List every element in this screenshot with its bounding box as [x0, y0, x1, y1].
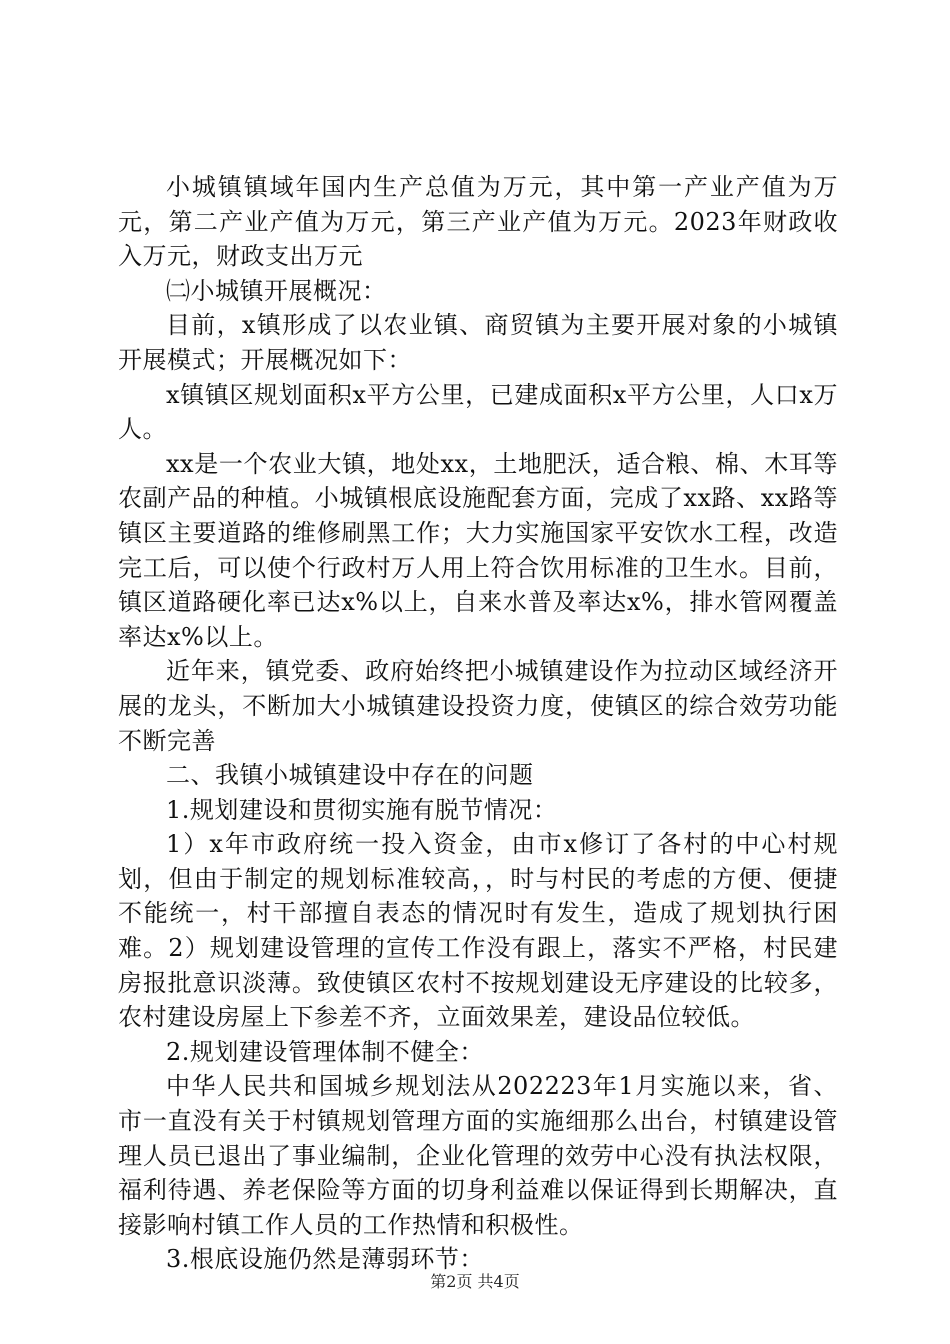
subheading-infrastructure-weak: 3.根底设施仍然是薄弱环节： [166, 1245, 484, 1274]
paragraph-development-model: 目前，x镇形成了以农业镇、商贸镇为主要开展对象的小城镇开展模式；开展概况如下： [118, 311, 838, 374]
document-body [118, 170, 838, 1277]
paragraph-gdp: 小城镇镇域年国内生产总值为万元，其中第一产业产值为万元，第二产业产值为万元，第三产业产值为万元。2023年财政收入万元，财政支出万元 [118, 173, 838, 271]
paragraph-heading-development-overview: ㈡小城镇开展概况： [166, 276, 387, 305]
paragraph-management-system-details: 中华人民共和国城乡规划法从202223年1月实施以来，省、市一直没有关于村镇规划管理方面的实施细那么出台，村镇建设管理人员已退出了事业编制，企业化管理的效劳中心没有执法权限，福利待遇、养老保险等方面的切身利益难以保证得到长期解决，直接影响村镇工作人员的工作热情和积极性。 [118, 1072, 838, 1239]
section-heading-problems: 二、我镇小城镇建设中存在的问题 [166, 761, 534, 790]
page-footer: 第2页 共4页 [430, 1272, 520, 1291]
paragraph-recent-years: 近年来，镇党委、政府始终把小城镇建设作为拉动区域经济开展的龙头，不断加大小城镇建设投资力度，使镇区的综合效劳功能不断完善 [118, 657, 838, 755]
paragraph-planning-area: x镇镇区规划面积x平方公里，已建成面积x平方公里，人口x万人。 [118, 380, 838, 444]
paragraph-infrastructure: xx是一个农业大镇，地处xx，土地肥沃，适合粮、棉、木耳等农副产品的种植。小城镇根底设施配套方面，完成了xx路、xx路等镇区主要道路的维修刷黑工作；大力实施国家平安饮水工程，改造完工后，可以使个行政村万人用上符合饮用标准的卫生水。目前，镇区道路硬化率已达x%以上，自来水普及率达x%，排水管网覆盖率达x%以上。 [118, 449, 838, 651]
subheading-management-system: 2.规划建设管理体制不健全： [166, 1037, 484, 1066]
subheading-planning-gap: 1.规划建设和贯彻实施有脱节情况： [166, 795, 558, 824]
paragraph-planning-gap-details: 1）x年市政府统一投入资金，由市x修订了各村的中心村规划，但由于制定的规划标准较高，，时与村民的考虑的方便、便捷不能统一，村干部擅自表态的情况时有发生，造成了规划执行困难。2）规划建设管理的宣传工作没有跟上，落实不严格，村民建房报批意识淡薄。致使镇区农村不按规划建设无序建设的比较多，农村建设房屋上下参差不齐，立面效果差，建设品位较低。 [118, 830, 838, 1032]
